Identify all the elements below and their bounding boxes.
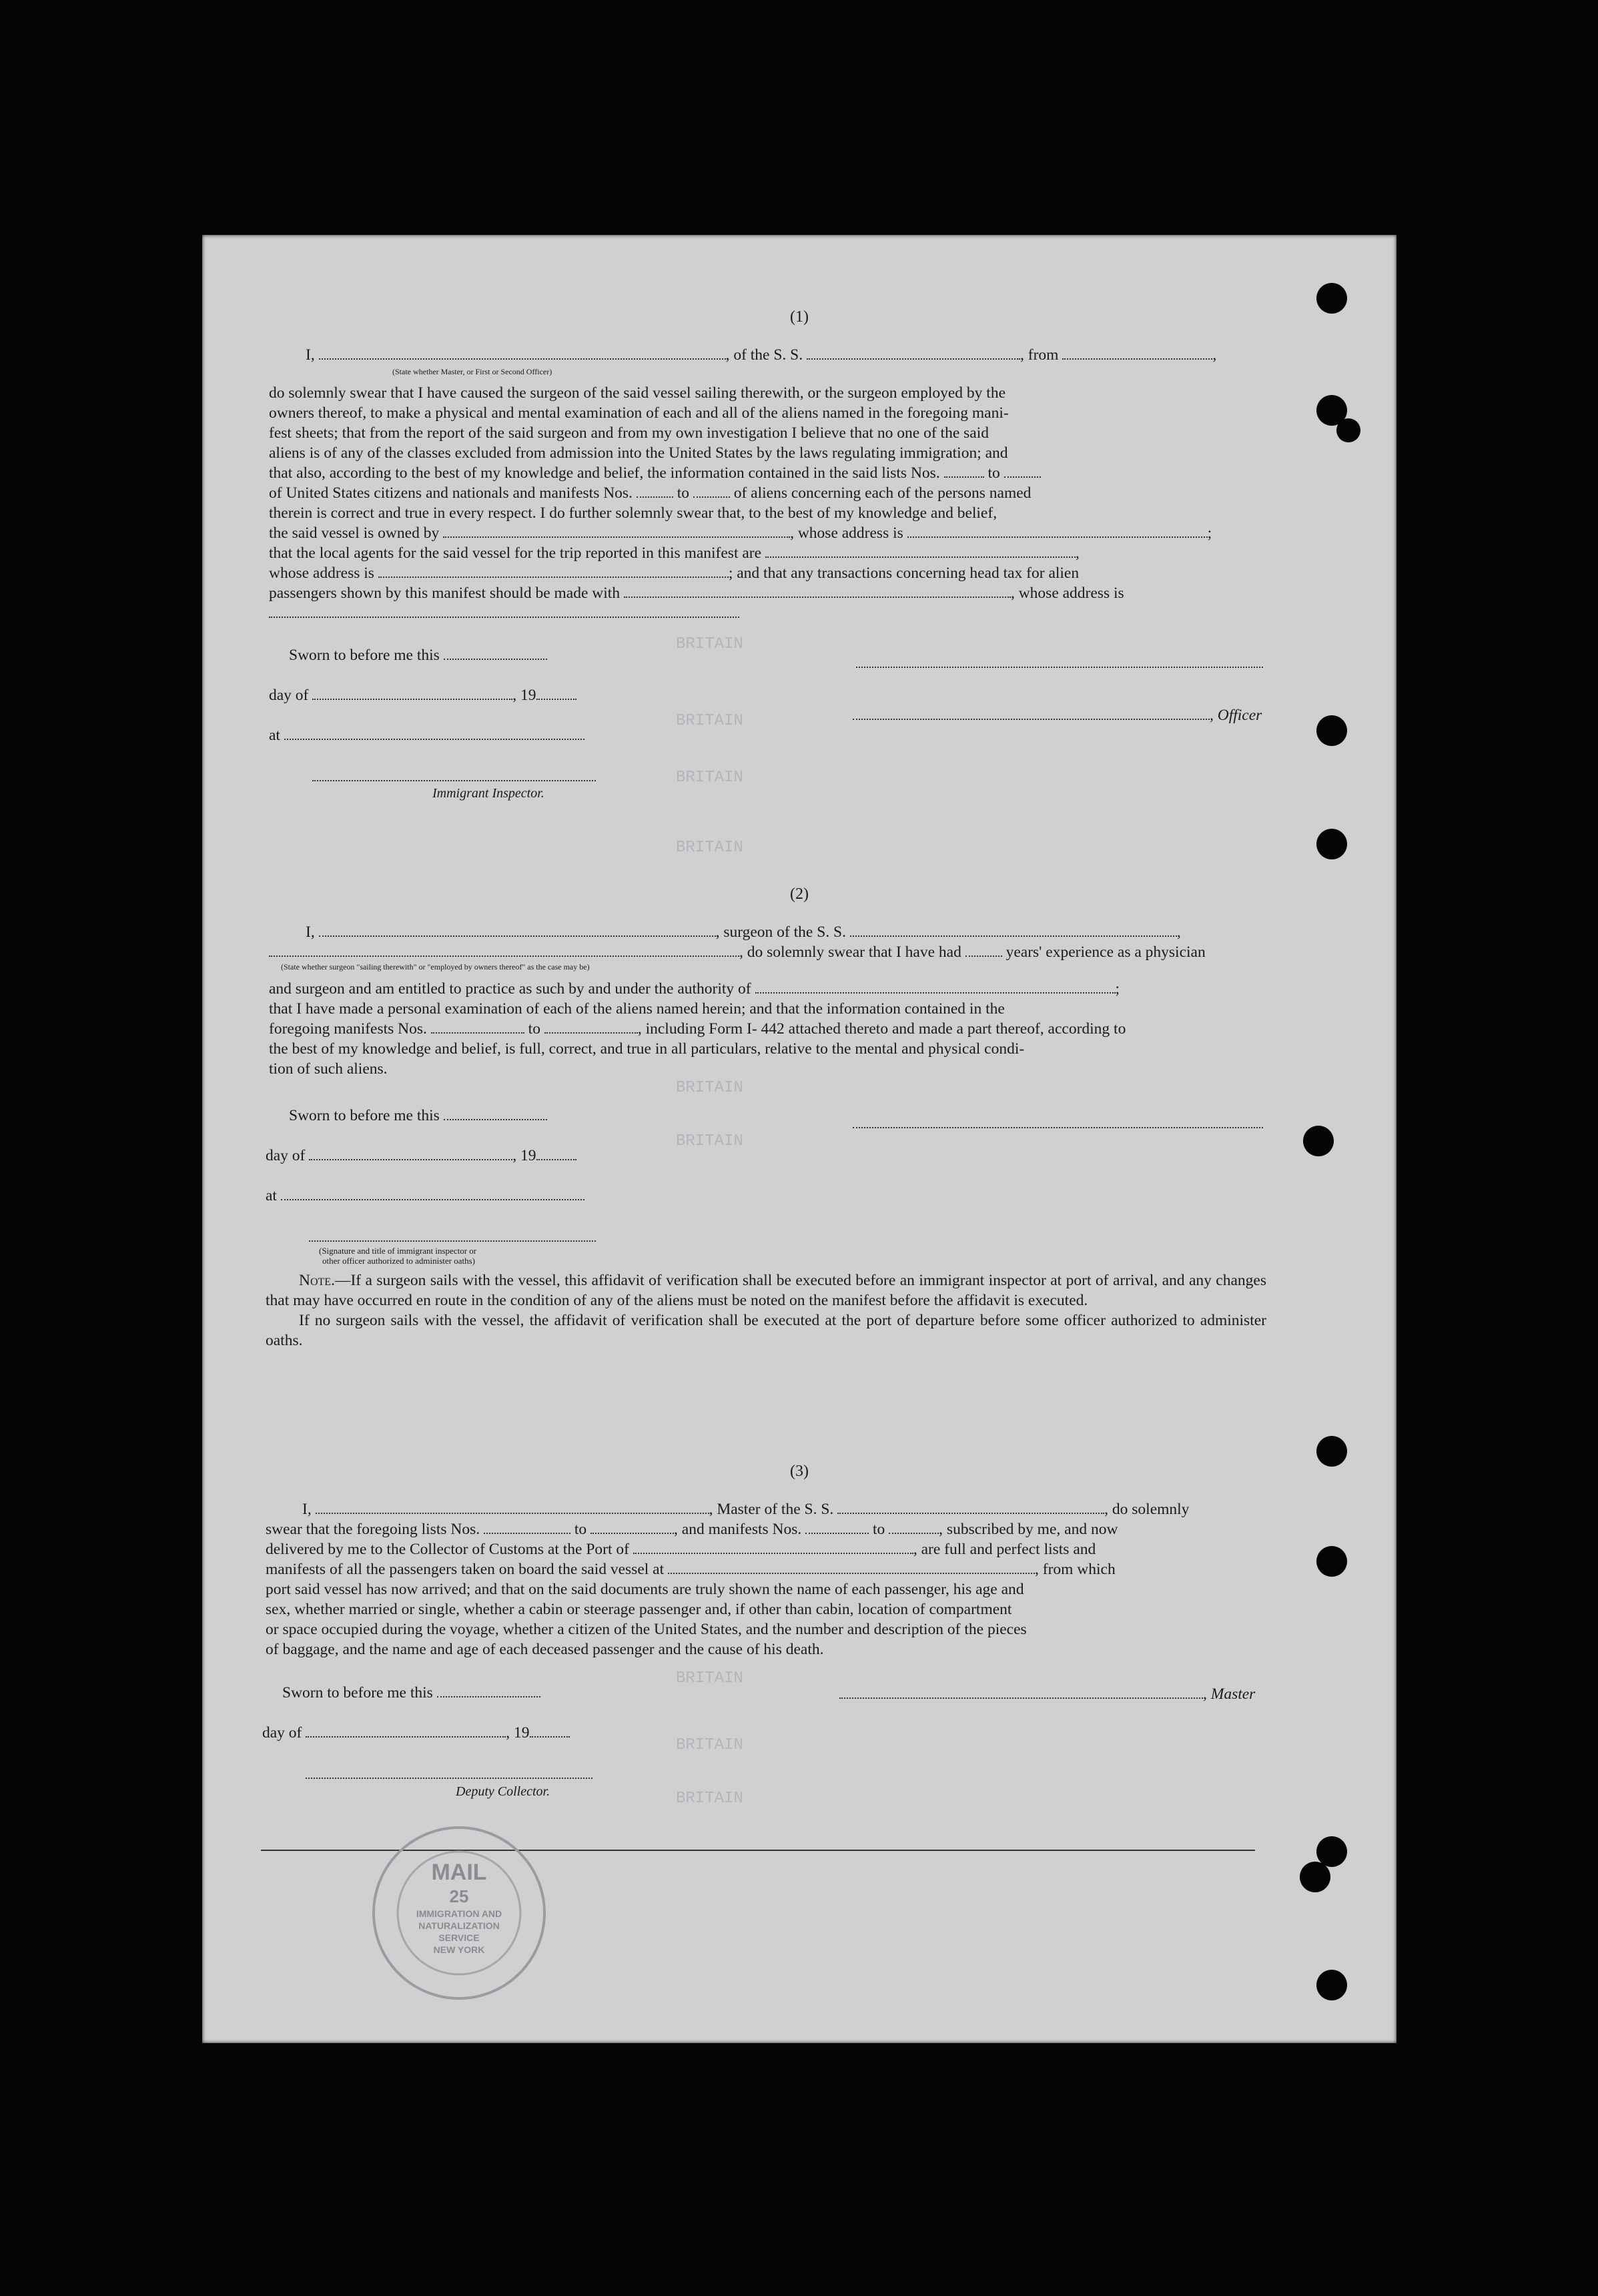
blank-name	[316, 1499, 709, 1514]
text: to	[677, 484, 689, 502]
section-2-line-1: I, , surgeon of the S. S. ,	[306, 923, 1181, 941]
officer-signature-line	[856, 665, 1263, 668]
body-line: swear that the foregoing lists Nos.	[266, 1521, 480, 1538]
sworn-line	[289, 1106, 547, 1126]
text: , from	[1020, 346, 1059, 364]
blank-address	[378, 563, 729, 578]
show-through-text: BRITAIN	[676, 1132, 743, 1150]
blank-year	[536, 685, 576, 700]
blank	[805, 1519, 869, 1534]
text: , Officer	[1210, 707, 1262, 724]
body-line: and surgeon and am entitled to practice as such by and under the authority of	[269, 980, 751, 998]
note-text: —If a surgeon sails with the vessel, this affidavit of verification shall be executed before an immigrant inspector at port of arrival, and any changes that may have occurred en route in the condition of any of the aliens must be noted on the manifest before the affidavit is executed.	[266, 1272, 1266, 1309]
blank-address-continued	[269, 615, 739, 618]
blank-day	[444, 645, 547, 660]
text: to	[873, 1521, 885, 1538]
blank-from	[1062, 345, 1212, 360]
blank-day	[444, 1106, 547, 1120]
text: ,	[1212, 346, 1217, 364]
blank-agents	[765, 543, 1076, 558]
day-line	[269, 685, 576, 705]
inspector-label: Immigrant Inspector.	[432, 786, 544, 801]
sworn-line	[282, 1683, 540, 1703]
text: day of	[269, 687, 309, 704]
show-through-text: BRITAIN	[676, 635, 743, 653]
show-through-text: BRITAIN	[676, 1669, 743, 1687]
body-line: that the local agents for the said vessel for the trip reported in this manifest are	[269, 544, 762, 562]
binder-hole	[1300, 1862, 1330, 1892]
body-line: passengers shown by this manifest should be made with	[269, 585, 621, 602]
blank	[637, 483, 673, 498]
body-line: that I have made a personal examination of each of the aliens named herein; and that the information contained in the	[269, 1000, 1005, 1018]
body-line: manifests of all the passengers taken on board the said vessel at	[266, 1561, 665, 1578]
signature-note: (Signature and title of immigrant inspector or	[319, 1246, 477, 1256]
master-line	[839, 1684, 1255, 1704]
show-through-text: BRITAIN	[676, 1790, 743, 1808]
text: , are full and perfect lists and	[913, 1541, 1096, 1558]
text: , Master of the S. S.	[709, 1501, 834, 1518]
blank-vessel	[837, 1499, 1104, 1514]
deputy-signature-line	[306, 1776, 592, 1779]
blank-place	[284, 725, 584, 740]
text: , including Form I- 442 attached thereto and made a part thereof, according to	[637, 1020, 1126, 1038]
blank	[544, 1019, 638, 1034]
blank-year	[536, 1146, 576, 1160]
blank-authority	[755, 979, 1116, 994]
text: I,	[302, 1501, 312, 1518]
body-line: or space occupied during the voyage, whether a citizen of the United States, and the number and description of the pieces	[266, 1621, 1027, 1638]
text: , from which	[1035, 1561, 1116, 1578]
section-1-line-1	[306, 345, 1216, 365]
text: at	[266, 1187, 277, 1204]
blank	[484, 1519, 570, 1534]
body-line: aliens is of any of the classes excluded from admission into the United States by the laws regulating immigration; and	[269, 444, 1008, 462]
text: , and manifests Nos.	[674, 1521, 802, 1538]
binder-hole	[1336, 418, 1360, 442]
section-2-line-2	[269, 942, 1206, 962]
body-line: whose address is	[269, 564, 374, 582]
note-label: Note.	[299, 1272, 335, 1289]
body-line: tion of such aliens.	[269, 1060, 388, 1078]
body-line: foregoing manifests Nos.	[269, 1020, 427, 1038]
text: of aliens concerning each of the persons named	[733, 484, 1032, 502]
blank	[693, 483, 730, 498]
text: to	[574, 1521, 587, 1538]
blank-port	[668, 1559, 1035, 1574]
show-through-text: BRITAIN	[676, 1736, 743, 1754]
body-line: owners thereof, to make a physical and mental examination of each and all of the aliens named in the foregoing mani-	[269, 404, 1009, 422]
text: ; and that any transactions concerning head tax for alien	[728, 564, 1080, 582]
text: , 19	[512, 1147, 536, 1164]
day-line	[262, 1723, 570, 1743]
deputy-label: Deputy Collector.	[456, 1784, 550, 1799]
body-line: that also, according to the best of my knowledge and belief, the information contained in the said lists Nos.	[269, 464, 940, 482]
blank-years	[965, 942, 1002, 957]
section-3-body	[266, 1519, 1266, 1659]
blank	[944, 463, 984, 478]
blank-owner	[443, 523, 790, 538]
text: at	[269, 727, 280, 744]
blank	[1004, 463, 1041, 478]
section-3-number: (3)	[790, 1463, 809, 1480]
blank-month	[312, 685, 512, 700]
text: , whose address is	[1010, 585, 1124, 602]
section-3-line-1	[302, 1499, 1189, 1519]
day-line	[266, 1146, 576, 1166]
stamp-text: NATURALIZATION	[418, 1920, 500, 1931]
text: , Master	[1203, 1685, 1256, 1703]
body-line: the best of my knowledge and belief, is full, correct, and true in all particulars, relative to the mental and physical condi-	[269, 1040, 1025, 1058]
immigration-stamp	[369, 1823, 549, 2003]
stamp-text: 25	[449, 1886, 469, 1906]
blank-month	[309, 1146, 512, 1160]
text: Sworn to before me this	[282, 1684, 433, 1701]
blank	[590, 1519, 674, 1534]
text: Sworn to before me this	[289, 1107, 440, 1124]
body-line: therein is correct and true in every respect. I do further solemnly swear that, to the best of my knowledge and belief,	[269, 504, 997, 522]
show-through-text: BRITAIN	[676, 839, 743, 857]
text: to	[528, 1020, 540, 1038]
body-line: of baggage, and the name and age of each deceased passenger and the cause of his death.	[266, 1641, 824, 1658]
blank-place	[281, 1186, 584, 1200]
body-line: the said vessel is owned by	[269, 524, 440, 542]
body-line: port said vessel has now arrived; and that on the said documents are truly shown the name of each passenger, his age and	[266, 1581, 1024, 1598]
binder-hole	[1316, 829, 1347, 859]
text: , surgeon of the S. S.	[715, 923, 846, 941]
text: , do solemnly	[1104, 1501, 1190, 1518]
binder-hole	[1316, 715, 1347, 746]
officer-line	[853, 705, 1262, 725]
blank-vessel	[807, 345, 1020, 360]
at-line	[266, 1186, 584, 1206]
blank-status	[269, 942, 739, 957]
text: to	[987, 464, 1000, 482]
section-2-note-paragraph	[266, 1270, 1266, 1351]
at-line	[269, 725, 584, 745]
body-line: of United States citizens and nationals and manifests Nos.	[269, 484, 633, 502]
text: day of	[266, 1147, 306, 1164]
stamp-text: SERVICE	[438, 1932, 480, 1943]
surgeon-signature-line	[853, 1126, 1263, 1128]
text: , subscribed by me, and now	[939, 1521, 1118, 1538]
body-line: do solemnly swear that I have caused the surgeon of the said vessel sailing therewith, or the surgeon employed by the	[269, 384, 1006, 402]
stamp-text: IMMIGRATION AND	[416, 1908, 502, 1919]
binder-hole	[1316, 1546, 1347, 1577]
text: , 19	[512, 687, 536, 704]
show-through-text: BRITAIN	[676, 1079, 743, 1097]
section-1-number: (1)	[790, 308, 809, 326]
note-text: If no surgeon sails with the vessel, the affidavit of verification shall be executed at the port of departure before some officer authorized to administer oaths.	[266, 1312, 1266, 1349]
blank-vessel	[850, 922, 1177, 937]
section-2-body: and surgeon and am entitled to practice as such by and under the authority of ; that I have made a personal examination of each of the aliens named herein; and that the information contained in the foregoing manifests Nos. to , including Form I- 442 attached thereto and made a part thereof, according to the best of my knowledge and belief, is full, correct, and true in all particulars, relative to the mental and physical condi- tion of such aliens.	[269, 979, 1270, 1079]
binder-hole	[1316, 1970, 1347, 2000]
section-1-note: (State whether Master, or First or Second Officer)	[392, 367, 552, 376]
blank-name	[319, 345, 726, 360]
inspector-signature-line	[312, 779, 596, 781]
blank-year	[530, 1723, 570, 1738]
blank-address	[907, 523, 1208, 538]
text: day of	[262, 1724, 302, 1742]
sworn-line	[289, 645, 547, 665]
signature-note: other officer authorized to administer oaths)	[322, 1256, 475, 1266]
blank-port	[633, 1539, 913, 1554]
section-2-number: (2)	[790, 885, 809, 903]
manifest-back-page	[202, 235, 1396, 2043]
blank-headtax	[624, 583, 1011, 598]
body-line: fest sheets; that from the report of the said surgeon and from my own investigation I believe that no one of the said	[269, 424, 989, 442]
blank-officer	[853, 705, 1210, 720]
text: , 19	[506, 1724, 530, 1742]
section-2-note: (State whether surgeon "sailing therewith" or "employed by owners thereof" as the case may be)	[281, 962, 590, 972]
show-through-text: BRITAIN	[676, 712, 743, 730]
inspector-signature-line	[309, 1239, 596, 1242]
text: years' experience as a physician	[1006, 943, 1206, 961]
stamp-text: MAIL	[431, 1860, 487, 1885]
stamp-text: NEW YORK	[433, 1944, 485, 1955]
blank-month	[306, 1723, 506, 1738]
body-line: sex, whether married or single, whether a cabin or steerage passenger and, if other than cabin, location of compartment	[266, 1601, 1012, 1618]
text: , whose address is	[790, 524, 903, 542]
body-line: delivered by me to the Collector of Customs at the Port of	[266, 1541, 629, 1558]
blank-master	[839, 1684, 1203, 1699]
blank	[889, 1519, 939, 1534]
text: , of the S. S.	[725, 346, 803, 364]
text: Sworn to before me this	[289, 647, 440, 664]
show-through-text: BRITAIN	[676, 769, 743, 787]
text: I,	[306, 923, 315, 941]
blank-name	[319, 922, 716, 937]
binder-hole	[1303, 1126, 1334, 1156]
text: , do solemnly swear that I have had	[739, 943, 961, 961]
section-1-body: do solemnly swear that I have caused the surgeon of the said vessel sailing therewith, or the surgeon employed by the owners thereof, to make a physical and mental examination of each and all of the aliens named in the foregoing mani- fest sheets; that from the report of the said surgeon and from my own investigation I believe that no one of the said aliens is of any of the classes excluded from admission into the United States by the laws regulating immigration; and that also, according to the best of my knowledge and belief, the information contained in the said lists Nos. to of United States citizens and nationals and manifests Nos. to of aliens concerning each of the persons named therein is correct and true in every respect. I do further solemnly swear that, to the best of my knowledge and belief, the said vessel is owned by , whose address is ; that the local agents for the said vessel for the trip reported in this manifest are , whose address is ; and that any transactions concerning head tax for alien passengers shown by this manifest should be made with , whose address is	[269, 383, 1270, 603]
text: I,	[306, 346, 315, 364]
blank	[431, 1019, 524, 1034]
blank-day	[437, 1683, 540, 1697]
